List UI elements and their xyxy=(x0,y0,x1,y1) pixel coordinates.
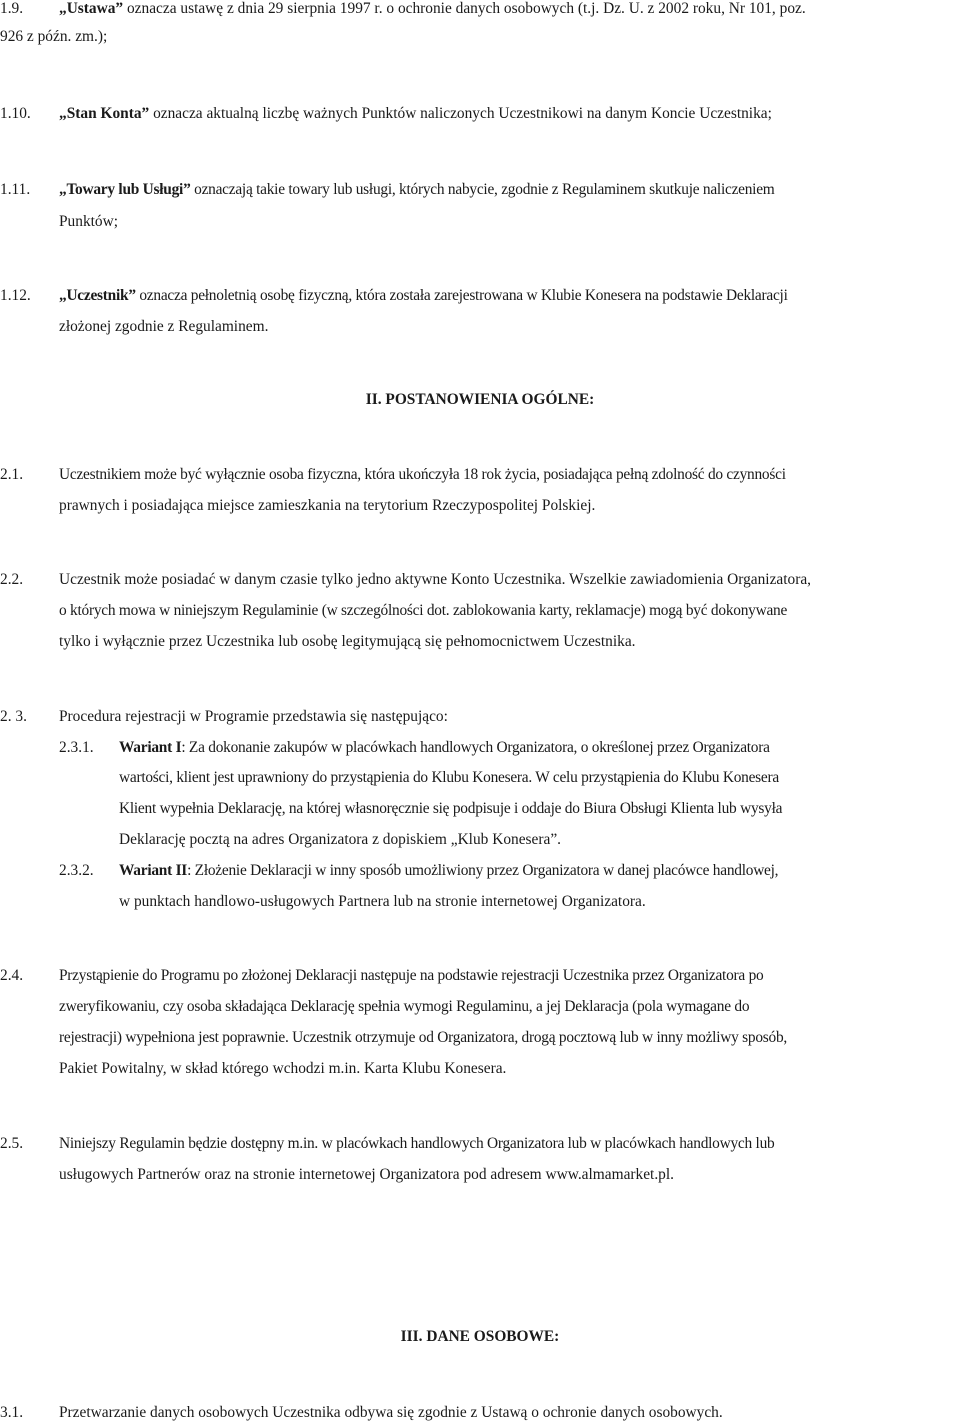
definition-1-11-cont: Punktów; xyxy=(59,213,119,230)
paragraph-2-3-1-cont: wartości, klient jest uprawniony do przystąpienia do Klubu Konesera. W celu przystąpienia do Klubu Konesera xyxy=(119,769,779,786)
paragraph-2-3-2: Wariant II: Złożenie Deklaracji w inny sposób umożliwiony przez Organizatora w danej placówce handlowej, xyxy=(119,862,779,879)
definition-1-11: „Towary lub Usługi” oznaczają takie towary lub usługi, których nabycie, zgodnie z Regulaminem skutkuje naliczeniem xyxy=(59,181,775,198)
defined-term: „Ustawa” xyxy=(59,0,124,17)
paragraph-2-5-cont: usługowych Partnerów oraz na stronie internetowej Organizatora pod adresem www.almamarket.pl. xyxy=(59,1166,674,1183)
variant-label: Wariant I xyxy=(119,739,182,756)
clause-number: 2.3.2. xyxy=(59,862,94,879)
paragraph-2-4-cont: rejestracji) wypełniona jest poprawnie. Uczestnik otrzymuje od Organizatora, drogą pocztową lub w inny możliwy sposób, xyxy=(59,1029,787,1046)
section-heading: III. DANE OSOBOWE: xyxy=(400,1328,560,1345)
clause-number: 2.5. xyxy=(0,1135,24,1152)
defined-term: „Towary lub Usługi” xyxy=(59,181,191,198)
clause-number: 2.1. xyxy=(0,466,24,483)
clause-number: 2. 3. xyxy=(0,708,27,725)
clause-number: 1.12. xyxy=(0,287,31,304)
definition-1-10: „Stan Konta” oznacza aktualną liczbę ważnych Punktów naliczonych Uczestnikowi na danym Koncie Uczestnika; xyxy=(59,105,772,122)
paragraph-3-1: Przetwarzanie danych osobowych Uczestnika odbywa się zgodnie z Ustawą o ochronie danych osobowych. xyxy=(59,1404,723,1421)
paragraph-2-2-cont: o których mowa w niniejszym Regulaminie (w szczególności dot. zablokowania karty, reklamacje) mogą być dokonywane xyxy=(59,602,788,619)
paragraph-2-1: Uczestnikiem może być wyłącznie osoba fizyczna, która ukończyła 18 rok życia, posiadająca pełną zdolność do czynności xyxy=(59,466,786,483)
clause-number: 1.11. xyxy=(0,181,31,198)
variant-label: Wariant II xyxy=(119,862,188,879)
paragraph-2-4-cont: Pakiet Powitalny, w skład którego wchodzi m.in. Karta Klubu Konesera. xyxy=(59,1060,507,1077)
paragraph-2-4: Przystąpienie do Programu po złożonej Deklaracji następuje na podstawie rejestracji Uczestnika przez Organizatora po xyxy=(59,967,764,984)
paragraph-2-3-1-cont: Deklarację pocztą na adres Organizatora z dopiskiem „Klub Konesera”. xyxy=(119,831,561,848)
clause-number: 2.2. xyxy=(0,571,24,588)
paragraph-2-2: Uczestnik może posiadać w danym czasie tylko jedno aktywne Konto Uczestnika. Wszelkie zawiadomienia Organizatora, xyxy=(59,571,812,588)
definition-1-12-cont: złożonej zgodnie z Regulaminem. xyxy=(59,318,269,335)
defined-term: „Uczestnik” xyxy=(59,287,136,304)
clause-number: 1.9. xyxy=(0,0,24,17)
clause-number: 1.10. xyxy=(0,105,31,122)
paragraph-2-5: Niniejszy Regulamin będzie dostępny m.in. w placówkach handlowych Organizatora lub w placówkach handlowych lub xyxy=(59,1135,775,1152)
definition-1-9: „Ustawa” oznacza ustawę z dnia 29 sierpnia 1997 r. o ochronie danych osobowych (t.j. Dz. U. z 2002 roku, Nr 101, poz. xyxy=(59,0,806,17)
paragraph-2-3-1: Wariant I: Za dokonanie zakupów w placówkach handlowych Organizatora, o określonej przez Organizatora xyxy=(119,739,770,756)
section-heading: II. POSTANOWIENIA OGÓLNE: xyxy=(365,391,595,408)
clause-number: 2.3.1. xyxy=(59,739,94,756)
paragraph-2-3: Procedura rejestracji w Programie przedstawia się następująco: xyxy=(59,708,448,725)
paragraph-2-2-cont: tylko i wyłącznie przez Uczestnika lub osobę legitymującą się pełnomocnictwem Uczestnika. xyxy=(59,633,636,650)
clause-number: 3.1. xyxy=(0,1404,24,1421)
paragraph-2-3-2-cont: w punktach handlowo-usługowych Partnera lub na stronie internetowej Organizatora. xyxy=(119,893,646,910)
defined-term: „Stan Konta” xyxy=(59,105,150,122)
definition-1-12: „Uczestnik” oznacza pełnoletnią osobę fizyczną, która została zarejestrowana w Klubie Konesera na podstawie Deklaracji xyxy=(59,287,788,304)
paragraph-2-1-cont: prawnych i posiadająca miejsce zamieszkania na terytorium Rzeczypospolitej Polskiej. xyxy=(59,497,596,514)
clause-number: 2.4. xyxy=(0,967,24,984)
paragraph-2-4-cont: zweryfikowaniu, czy osoba składająca Deklarację spełnia wymogi Regulaminu, a jej Deklaracja (pola wymagane do xyxy=(59,998,750,1015)
definition-1-9-cont: 926 z późn. zm.); xyxy=(0,28,108,45)
paragraph-2-3-1-cont: Klient wypełnia Deklarację, na której własnoręcznie się podpisuje i oddaje do Biura Obsługi Klienta lub wysyła xyxy=(119,800,783,817)
